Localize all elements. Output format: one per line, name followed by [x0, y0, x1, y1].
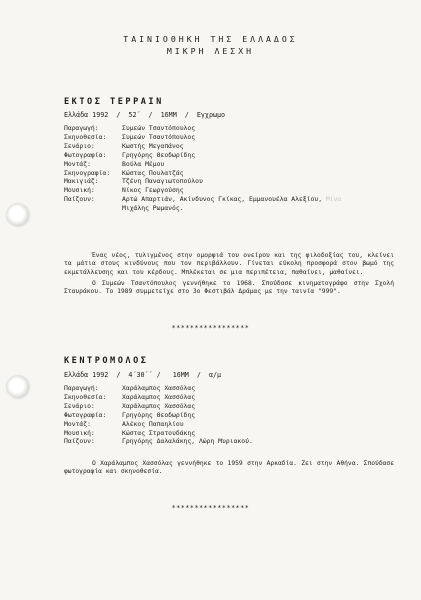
credit-row: [64, 133, 341, 142]
credit-role: [64, 204, 122, 213]
credit-name: Γρηγόρης Δαλαλάκης, Λώρη Μυριακού.: [122, 437, 253, 446]
credit-name: Συμεών Τσαντόπουλος: [122, 124, 196, 132]
credit-role: Παίζουν:: [64, 195, 95, 204]
credit-row: [64, 411, 253, 420]
credit-role: Παίζουν:: [64, 437, 95, 446]
bio-paragraph: Ο Συμεών Τσαντόπουλος γεννήθηκε το 1968. Σπούδασε κινηματογράφο στην Σχολή Σταυράκου. Το 1989 συμμετείχε στο 3ο Φεστιβάλ Δράμας με την ταινία "999".: [64, 280, 394, 296]
film-meta: Ελλάδα 1992 / 52΄ / 16ΜΜ / Εγχρωμο: [64, 111, 226, 119]
credit-name: Νίκος Γεωργούσης: [122, 186, 184, 195]
credit-row: [64, 429, 253, 438]
punch-hole-bottom: [7, 376, 29, 398]
punch-hole-top: [7, 204, 29, 226]
section-separator: *****************: [171, 324, 250, 332]
credit-role: Παραγωγή:: [64, 124, 99, 132]
film-title: ΚΕΝΤΡΟΜΟΛΟΣ: [64, 356, 149, 366]
credit-row: [64, 437, 253, 446]
credit-row: [64, 160, 341, 169]
film-credits: [64, 124, 341, 213]
credit-name: Μιχάλης Ρωμανός.: [122, 204, 184, 213]
credit-role: Φωτογραφία:: [64, 150, 107, 159]
credit-name: Χαράλαμπος Χασσόλας: [122, 401, 196, 410]
credit-name: Χαράλαμπος Χασσόλας: [122, 384, 196, 392]
credit-row: [64, 402, 253, 411]
credit-name: Τζένη Παναγιωτοπούλου: [122, 177, 203, 186]
credit-role: Μουσική:: [64, 186, 95, 195]
credit-name: [122, 195, 341, 204]
credit-row: [64, 142, 341, 151]
credit-name: Γρηγόρης Θεοδωρίδης: [122, 150, 196, 159]
credit-row: [64, 186, 341, 195]
credit-name: Κώστας Στρατουδάκης: [122, 428, 196, 437]
film-credits: [64, 384, 253, 446]
header-club: ΜΙΚΡΗ ΛΕΣΧΗ: [166, 46, 255, 56]
credit-name-faded: Μίνα: [325, 195, 342, 204]
credit-name: Κωστής Μεγαπάνος: [122, 141, 184, 150]
credit-name: Βούλα Μέμου: [122, 159, 165, 168]
credit-name: Χαράλαμπος Χασσόλας: [122, 392, 196, 401]
credit-role: Μακιγιάζ:: [64, 177, 99, 186]
credit-role: Σκηνογραφία:: [64, 168, 111, 177]
credit-row: [64, 393, 253, 402]
credit-name: Κώστας Πουλατζάς: [122, 168, 184, 177]
credit-row: [64, 195, 341, 204]
credit-role: Φωτογραφία:: [64, 410, 107, 419]
film-meta: Ελλάδα 1992 / 4΄30΄΄ / 16ΜΜ / α/μ: [64, 371, 222, 379]
credit-row: [64, 384, 253, 393]
credit-name-text: Αρτώ Απαρτιάν, Ακίνδυνος Γκίκας, Εμμανουέλα Αλεξίου,: [122, 195, 323, 204]
credit-role: Σενάριο:: [64, 401, 95, 410]
credit-row: [64, 420, 253, 429]
credit-name: Αλέκος Παπαηλίου: [122, 419, 184, 428]
credit-role: Μοντάζ:: [64, 419, 91, 428]
credit-role: Μοντάζ:: [64, 159, 91, 168]
bio-paragraph: Ο Χαράλαμπος Χασσόλας γεννήθηκε το 1959 στην Αρκαδία. Ζει στην Αθήνα. Σπούδασε φωτογραφία και σκηνοθεσία.: [64, 460, 394, 476]
film-title: ΕΚΤΟΣ ΤΕΡΡΑΙΝ: [64, 97, 164, 107]
credit-name: Συμεών Τσαντόπουλος: [122, 132, 196, 141]
credit-row: [64, 169, 341, 178]
credit-role: Μουσική:: [64, 428, 95, 437]
section-separator: *****************: [171, 504, 250, 512]
credit-role: Σκηνοθεσία:: [64, 132, 107, 141]
header-organization: ΤΑΙΝΙΟΘΗΚΗ ΤΗΣ ΕΛΛΑΔΟΣ: [123, 34, 298, 44]
credit-role: Σενάριο:: [64, 141, 95, 150]
credit-role: Σκηνοθεσία:: [64, 392, 107, 401]
credit-row: [64, 204, 341, 213]
credit-role: Παραγωγή:: [64, 384, 99, 392]
synopsis-paragraph: Ένας νέος, τυλιγμένος στην ομορφιά του ονείρου και της φιλοδοξίας του, κλείνει τα μάτια στους κινδύνους που τον περιβάλλουν. Γίνεται εύκολη προσφορά στον βωμό της εκμετάλλευσης και του κέρδους. Μπλέκεται σε μια περιπέτεια, παθαίνει, μαθαίνει.: [64, 252, 394, 276]
credit-row: [64, 124, 341, 133]
credit-row: [64, 151, 341, 160]
credit-name: Γρηγόρης Θεοδωρίδης: [122, 410, 196, 419]
credit-row: [64, 177, 341, 186]
